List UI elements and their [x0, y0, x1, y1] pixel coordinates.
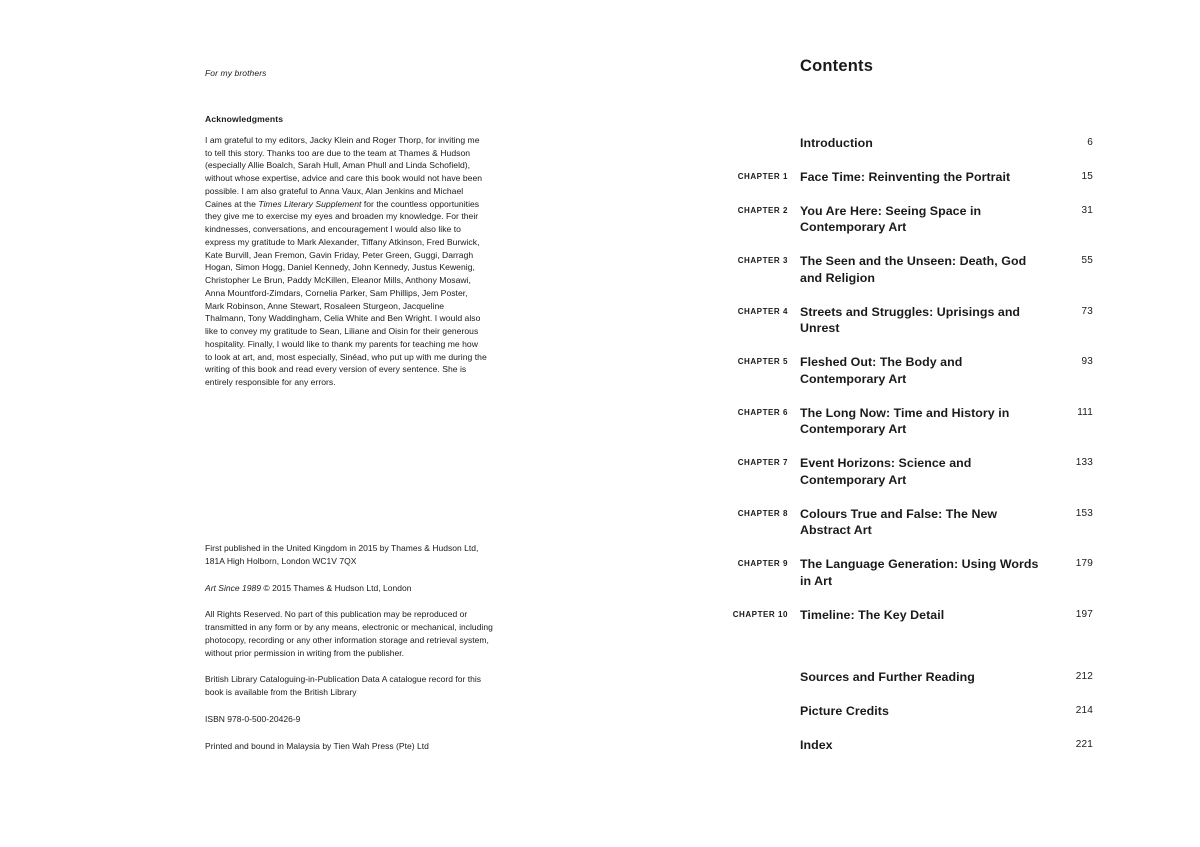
- toc-page-number: 133: [1075, 457, 1093, 468]
- toc-entry-chapter-7[interactable]: [713, 455, 1093, 488]
- copyright-rest: © 2015 Thames & Hudson Ltd, London: [261, 582, 412, 593]
- toc-page-number: 179: [1075, 558, 1093, 569]
- toc-page-number: 6: [1087, 137, 1093, 148]
- toc-entry-chapter-6[interactable]: [713, 405, 1093, 438]
- isbn-line: ISBN 978-0-500-20426-9: [205, 713, 301, 724]
- toc-page-number: 31: [1081, 204, 1093, 216]
- toc-entry-title: Sources and Further Reading: [800, 670, 975, 684]
- toc-entry-sources[interactable]: [713, 669, 1093, 686]
- acknowledgments-italic-title: Times Literary Supplement: [258, 198, 362, 209]
- toc-chapter-label: CHAPTER 1: [737, 171, 788, 181]
- toc-entry-chapter-5[interactable]: [713, 354, 1093, 387]
- toc-chapter-label: CHAPTER 7: [737, 458, 788, 467]
- toc-chapter-label: CHAPTER 2: [737, 205, 788, 215]
- copyright-line: [205, 582, 495, 595]
- toc-page-number: 93: [1081, 356, 1093, 367]
- toc-chapter-label: CHAPTER 3: [737, 256, 788, 265]
- toc-entry-title: The Long Now: Time and History in Contemporary Art: [800, 405, 1010, 436]
- toc-entry-title: Introduction: [800, 136, 873, 150]
- toc-page-number: 197: [1075, 608, 1093, 620]
- imprint-block: [205, 542, 495, 766]
- contents-heading: Contents: [800, 57, 874, 75]
- toc-page-number: 111: [1077, 406, 1093, 418]
- toc-entry-picture-credits[interactable]: [713, 703, 1093, 720]
- rights-statement: All Rights Reserved. No part of this publication may be reproduced or transmitted in any form or by any means, electronic or mechanical, including photocopy, recording or any other information storage and retrieval system, without prior permission in writing from the publisher.: [205, 609, 493, 658]
- toc-entry-chapter-2[interactable]: [713, 203, 1093, 236]
- toc-page-number: 73: [1081, 305, 1093, 317]
- toc-entry-chapter-10[interactable]: [713, 607, 1093, 624]
- toc-entry-title: Timeline: The Key Detail: [800, 607, 945, 622]
- right-page: [600, 0, 1200, 847]
- toc-page-number: 153: [1075, 507, 1093, 519]
- toc-entry-introduction[interactable]: [713, 135, 1093, 152]
- toc-chapter-label: CHAPTER 8: [737, 508, 788, 518]
- toc-entry-title: You Are Here: Seeing Space in Contemporary Art: [800, 203, 982, 234]
- toc-chapter-label: [713, 669, 800, 672]
- toc-page-number: 55: [1081, 255, 1093, 266]
- toc-chapter-label: CHAPTER 5: [737, 357, 788, 366]
- front-matter-block: [205, 68, 487, 389]
- acknowledgments-body: [205, 134, 487, 389]
- toc-chapter-label: CHAPTER 9: [737, 559, 788, 568]
- table-of-contents: [713, 135, 1093, 771]
- toc-chapter-label: [713, 737, 800, 740]
- acknowledgments-part-one: I am grateful to my editors, Jacky Klein and Roger Thorp, for inviting me to tell this story. Thanks too are due to the team at Thames & Hudson (especially Allie Boalch, Sarah Hull, Aman Phull and Linda Schofield), without whose expertise, advice and care this book would not have been possible. I am also grateful to Anna Vaux, Alan Jenkins and Michael Caines at the: [205, 134, 483, 209]
- toc-page-number: 15: [1081, 170, 1093, 182]
- cip-data: British Library Cataloguing-in-Publication Data A catalogue record for this book is available from the British Library: [205, 674, 482, 697]
- toc-entry-title: Streets and Struggles: Uprisings and Unrest: [800, 304, 1021, 335]
- toc-page-number: 214: [1075, 705, 1093, 716]
- toc-chapter-label: CHAPTER 10: [732, 609, 788, 619]
- toc-page-number: 212: [1075, 671, 1093, 682]
- toc-entry-title: Event Horizons: Science and Contemporary Art: [800, 456, 972, 487]
- toc-page-number: 221: [1075, 739, 1093, 750]
- toc-entry-title: Face Time: Reinventing the Portrait: [800, 169, 1011, 184]
- publication-info: First published in the United Kingdom in 2015 by Thames & Hudson Ltd, 181A High Holborn, London WC1V 7QX: [205, 543, 479, 566]
- toc-entry-title: Fleshed Out: The Body and Contemporary Art: [800, 355, 963, 386]
- acknowledgments-heading: Acknowledgments: [205, 113, 284, 124]
- toc-entry-title: Colours True and False: The New Abstract Art: [800, 506, 998, 537]
- dedication-text: For my brothers: [205, 68, 267, 78]
- toc-entry-title: The Seen and the Unseen: Death, God and Religion: [800, 254, 1027, 285]
- toc-entry-chapter-8[interactable]: [713, 506, 1093, 539]
- toc-chapter-label: [713, 135, 800, 138]
- acknowledgments-part-two: for the countless opportunities they give me to exercise my eyes and broaden my knowledge. For their kindnesses, conversations, and encouragement I would also like to express my gratitude to Mark Alexander, Tiffany Atkinson, Fred Burwick, Kate Burvill, Jean Fremon, Gavin Friday, Peter Green, Guggi, Darragh Hogan, Simon Hogg, Daniel Kennedy, John Kennedy, Justus Kewenig, Christopher Le Brun, Paddy McKillen, Eleanor Mills, Anthony Mosawi, Anna Mountford-Zimdars, Cornelia Parker, Sam Phillips, Jem Poster, Mark Robinson, Anne Stewart, Rosaleen Sturgeon, Jacqueline Thalmann, Tony Waddingham, Celia White and Ben Wright. I would also like to convey my gratitude to Sean, Liliane and Oisin for their generous hospitality. Finally, I would like to thank my parents for teaching me how to look at art, and, most especially, Sinéad, who put up with me during the writing of this book and read every version of every sentence. She is entirely responsible for any errors.: [205, 198, 487, 388]
- toc-entry-index[interactable]: [713, 737, 1093, 754]
- toc-entry-chapter-4[interactable]: [713, 304, 1093, 337]
- printer-line: Printed and bound in Malaysia by Tien Wah Press (Pte) Ltd: [205, 740, 429, 751]
- toc-entry-title: Picture Credits: [800, 704, 889, 718]
- toc-chapter-label: [713, 703, 800, 706]
- copyright-book-title: Art Since 1989: [205, 582, 262, 593]
- toc-entry-chapter-3[interactable]: [713, 253, 1093, 286]
- toc-entry-title: Index: [800, 738, 833, 752]
- toc-chapter-label: CHAPTER 4: [737, 306, 788, 316]
- toc-entry-chapter-9[interactable]: [713, 556, 1093, 589]
- toc-chapter-label: CHAPTER 6: [737, 407, 788, 417]
- toc-entry-title: The Language Generation: Using Words in Art: [800, 557, 1039, 588]
- toc-entry-chapter-1[interactable]: [713, 169, 1093, 186]
